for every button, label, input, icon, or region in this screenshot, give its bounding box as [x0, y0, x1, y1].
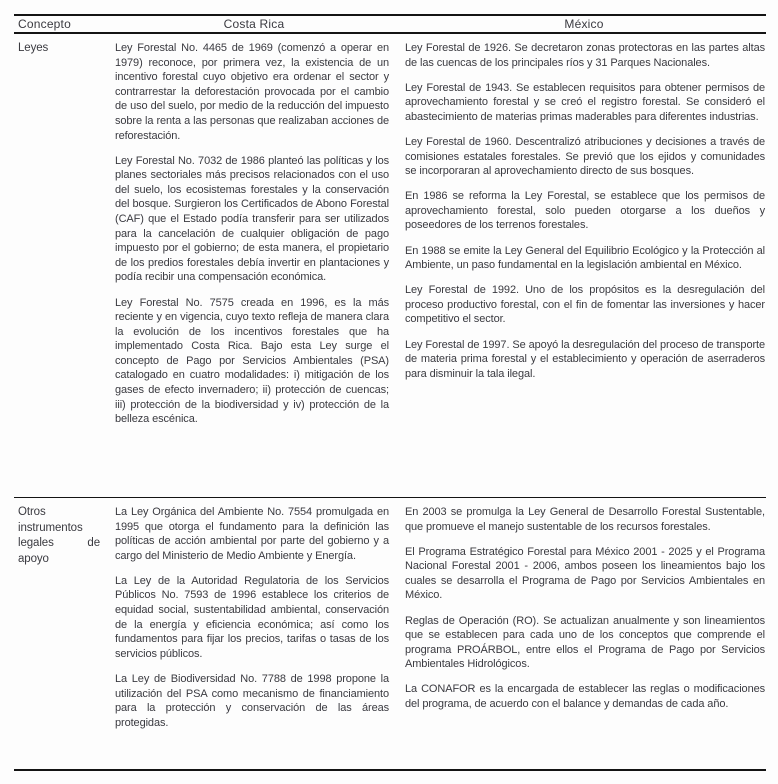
paragraph: La Ley Orgánica del Ambiente No. 7554 promulgada en 1995 que otorga el fundamento para la definición las políticas de acción ambiental por parte del gobierno y a cargo del Ministerio de Medio Ambiente y Energía. [115, 506, 389, 562]
paragraph: La Ley de Biodiversidad No. 7788 de 1998 propone la utilización del PSA como mecanismo de financiamiento para la protección y conservación de las áreas protegidas. [115, 672, 389, 729]
header-cell-mexico: México [564, 17, 604, 31]
concepto-cell [14, 34, 106, 497]
concepto-cell [14, 498, 106, 769]
paragraph: Reglas de Operación (RO). Se actualizan anualmente y son lineamientos que se establecen para cada uno de los conceptos que comprende el programa PROÁRBOL, entre ellos el Programa de Pago por Servicios Ambientales Hidrológicos. [405, 614, 765, 671]
paragraph: La Ley de la Autoridad Regulatoria de los Servicios Públicos No. 7593 de 1996 establece los criterios de equidad social, sustentabilidad ambiental, conservación de la energía y eficiencia económica; así como los fundamentos para fijar los precios, tarifas o tasas de los servicios públicos. [115, 574, 389, 660]
table-header-row [14, 16, 766, 34]
paragraph: Ley Forestal No. 4465 de 1969 (comenzó a operar en 1979) reconoce, por primera vez, la existencia de un incentivo forestal cuyo objetivo era ordenar el sector y contrarrestar la deforestación provocada por el cambio de uso del suelo, por medio de la reducción del impuesto sobre la renta a las personas que realizaban acciones de reforestación. [115, 42, 389, 142]
header-cell-concepto: Concepto [18, 17, 71, 31]
paragraph: En 2003 se promulga la Ley General de Desarrollo Forestal Sustentable, que promueve el manejo sustentable de los recursos forestales. [405, 506, 765, 533]
costa-rica-cell [106, 34, 402, 497]
paragraph: Ley Forestal de 1992. Uno de los propósitos es la desregulación del proceso productivo forestal, con el fin de fomentar las inversiones y hacer competitivo el sector. [405, 284, 765, 326]
mexico-cell [402, 498, 766, 769]
paragraph: El Programa Estratégico Forestal para México 2001 - 2025 y el Programa Nacional Forestal 2001 - 2006, ambos poseen los lineamientos bajo los cuales se desarrolla el Programa de Pago por Servicios Ambientales en México. [405, 545, 765, 602]
mexico-cell [402, 34, 766, 497]
paragraph: En 1988 se emite la Ley General del Equilibrio Ecológico y la Protección al Ambiente, un paso fundamental en la legislación ambiental en México. [405, 244, 765, 272]
costa-rica-cell [106, 498, 402, 769]
paragraph: Ley Forestal de 1943. Se establecen requisitos para obtener permisos de aprovechamiento forestal y se creó el registro forestal. Se consideró el abastecimiento de materias primas maderables para diferentes industrias. [405, 81, 765, 123]
paragraph: Ley Forestal No. 7032 de 1986 planteó las políticas y los planes sectoriales más precisos relacionados con el uso del suelo, los ecosistemas forestales y la conservación del bosque. Surgieron los Certificados de Abono Forestal (CAF) que el Estado podía transferir para ser utilizados para la cancelación de cualquier obligación de pago impuesto por el gobierno; de esta manera, el propietario de los predios forestales debía invertir en plantaciones y podía recibir una compensación económica. [115, 154, 389, 284]
header-cell-costa-rica: Costa Rica [223, 17, 285, 31]
paragraph: Ley Forestal No. 7575 creada en 1996, es la más reciente y en vigencia, cuyo texto refleja de manera clara la evolución de los incentivos forestales que ha implementado Costa Rica. Bajo esta Ley surge el concepto de Pago por Servicios Ambientales (PSA) catalogado en cuatro modalidades: i) mitigación de los gases de efecto invernadero; ii) protección de cuencas; iii) protección de la biodiversidad y iv) protección de la belleza escénica. [115, 296, 389, 426]
table-row-otros-instrumentos [14, 498, 766, 769]
concepto-label: Leyes [18, 42, 49, 54]
paragraph: Ley Forestal de 1997. Se apoyó la desregulación del proceso de transporte de materia prima forestal y el establecimiento y operación de aserraderos para disminuir la tala ilegal. [405, 338, 765, 380]
comparison-table [14, 14, 766, 771]
table-row-leyes [14, 34, 766, 498]
paragraph: La CONAFOR es la encargada de establecer las reglas o modificaciones del programa, de acuerdo con el balance y demandas de cada año. [405, 683, 765, 711]
concepto-label: Otros instrumentos legales de apoyo [18, 506, 100, 565]
paragraph: Ley Forestal de 1926. Se decretaron zonas protectoras en las partes altas de las cuencas de los principales ríos y 31 Parques Nacionales. [405, 42, 765, 69]
paragraph: En 1986 se reforma la Ley Forestal, se establece que los permisos de aprovechamiento forestal, solo pueden otorgarse a los dueños y poseedores de los terrenos forestales. [405, 190, 765, 232]
paragraph: Ley Forestal de 1960. Descentralizó atribuciones y decisiones a través de comisiones estatales forestales. Se previó que los ejidos y comunidades se incorporaran al aprovechamiento directo de sus bosques. [405, 135, 765, 178]
